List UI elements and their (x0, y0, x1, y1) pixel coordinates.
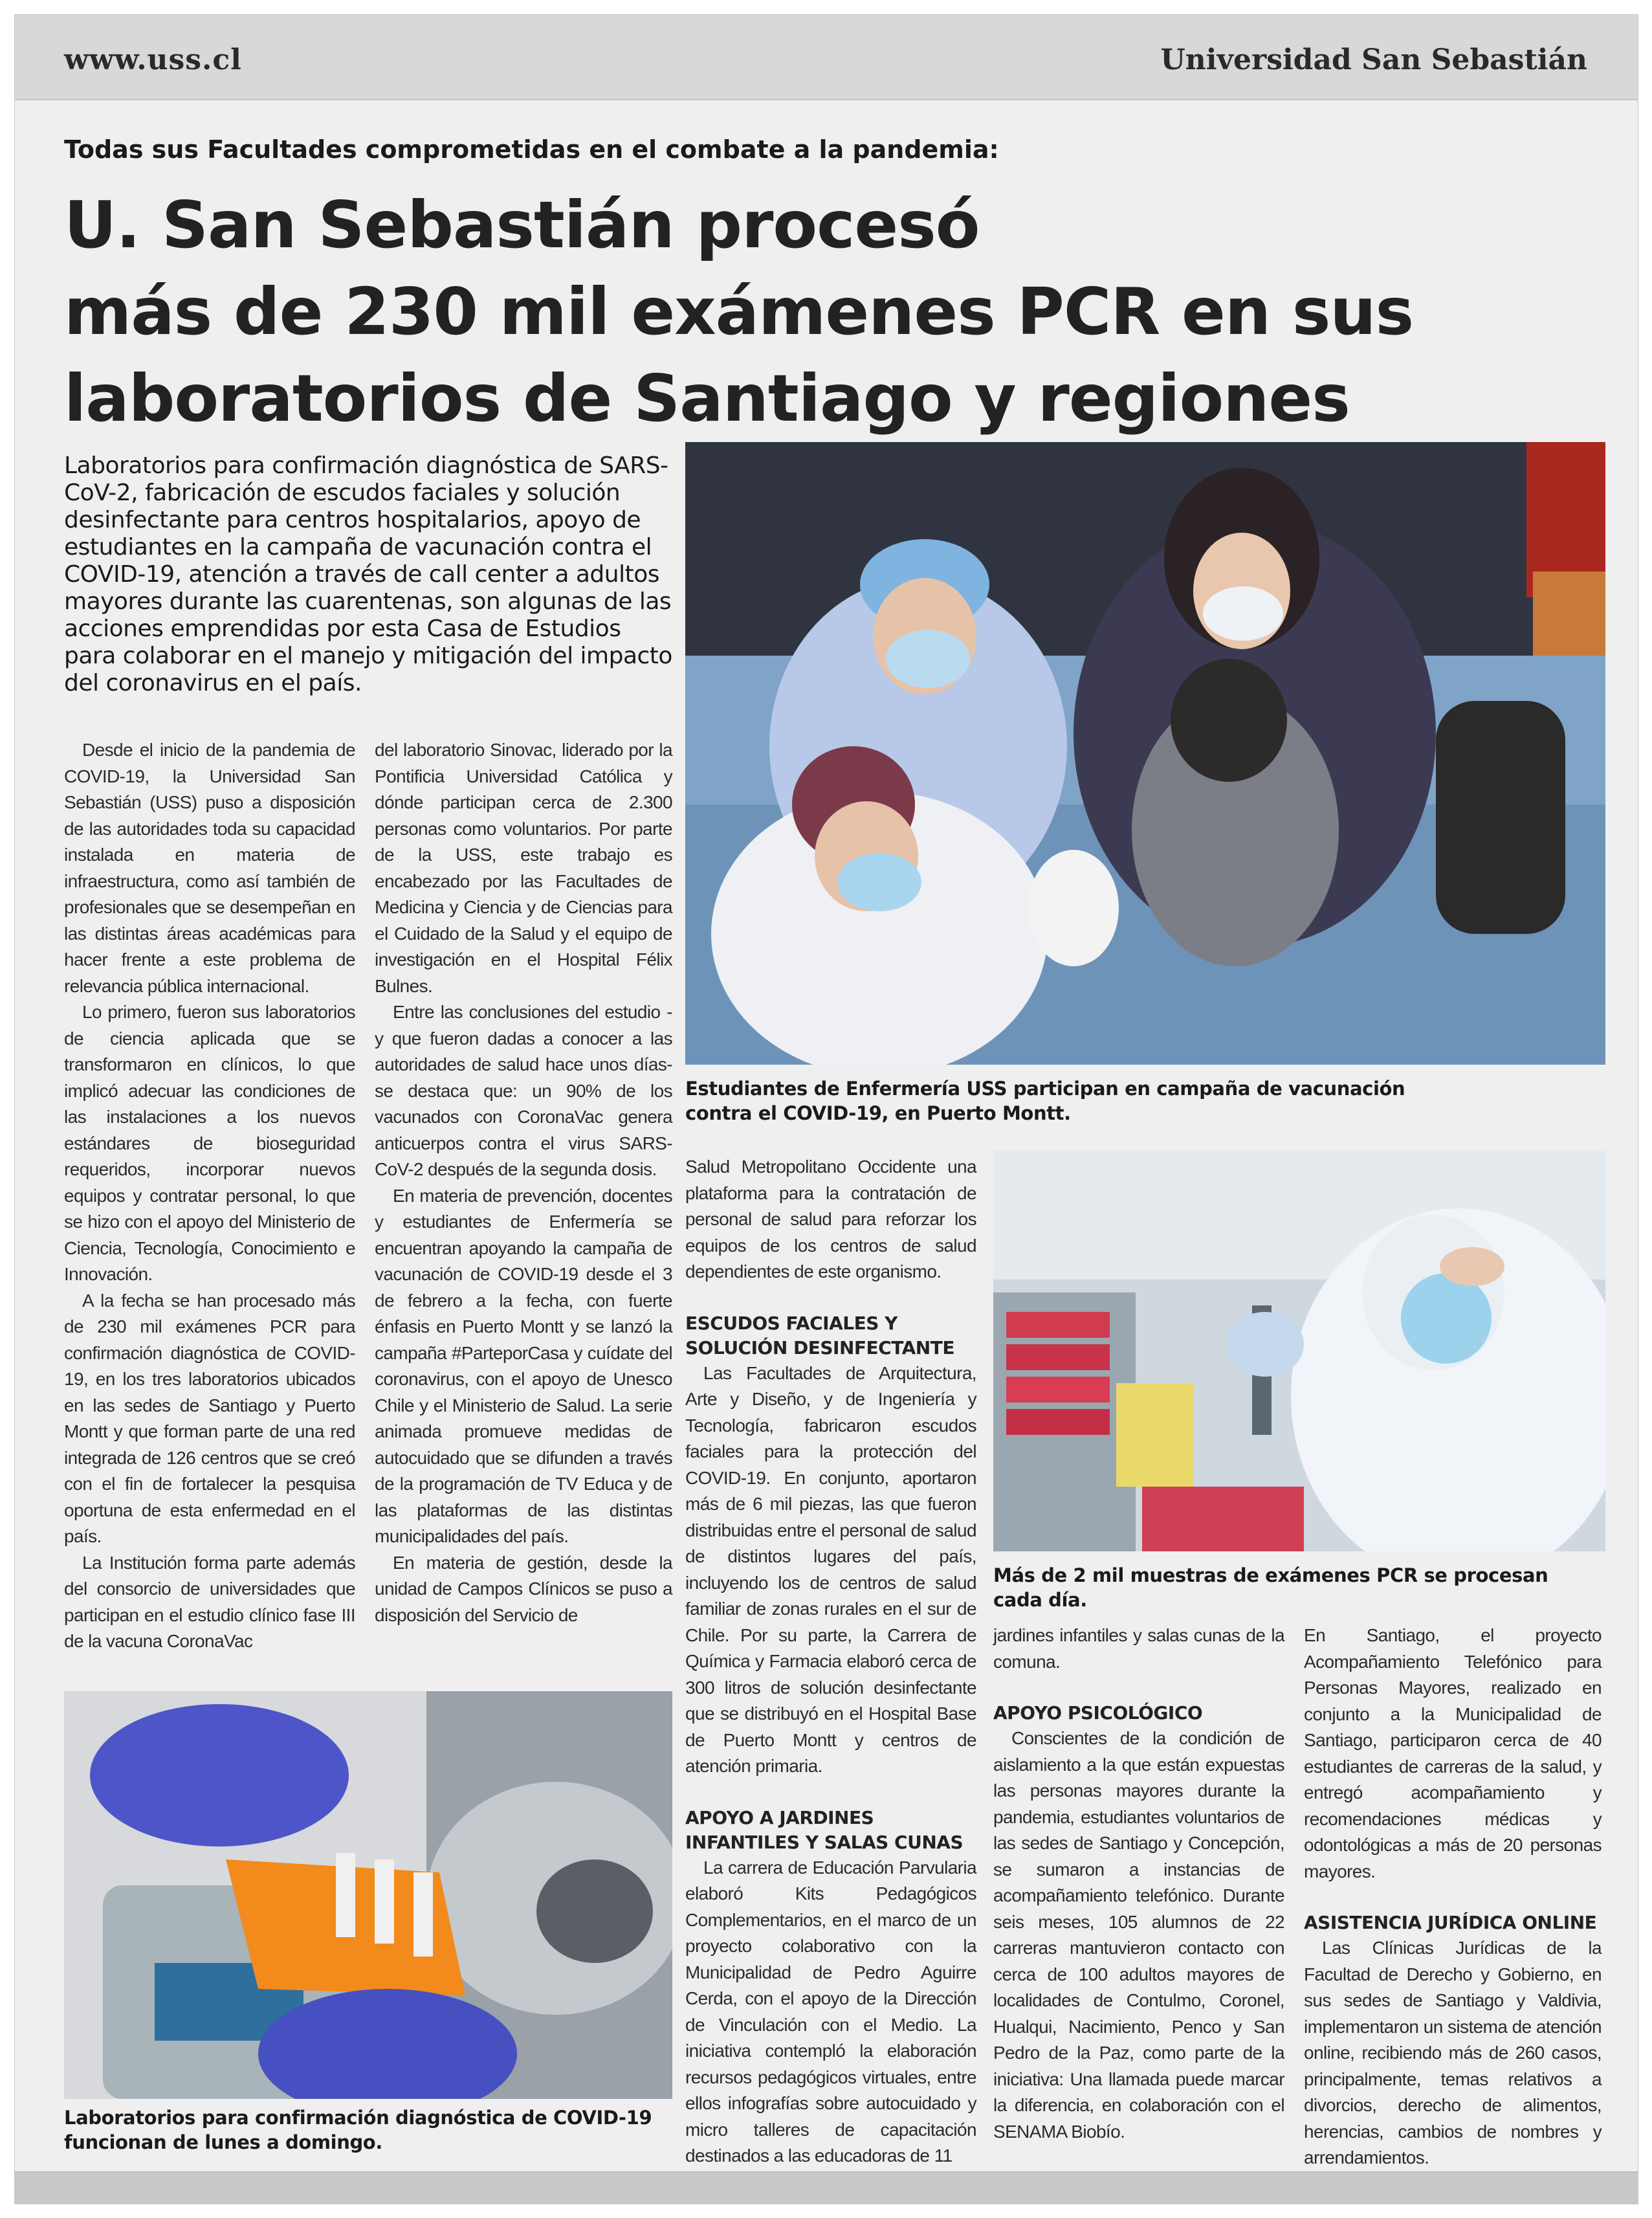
header-brand: Universidad San Sebastián (1160, 43, 1587, 76)
headline-line: U. San Sebastián procesó (64, 187, 980, 263)
page-header (15, 15, 1638, 100)
paragraph: En materia de prevención, docentes y estudiantes de Enfermería se encuentran apoyando la campaña de vacunación de COVID-19 desde el 3 de febrero a la fecha, con fuerte énfasis en Puerto Montt y se lanzó la campaña #ParteporCasa y cuídate del coronavirus, con el apoyo de Unesco Chile y el Ministerio de Salud. La serie animada promueve medidas de autocuidado que se difunden a través de la programación de TV Educa y de las plataformas de las distintas municipalidades del país. (375, 1185, 672, 1546)
pcr-photo (993, 1150, 1605, 1551)
paragraph: Salud Metropolitano Occidente una plataforma para la contratación de personal de salud para reforzar los equipos de los centros de salud dependientes de este organismo. (685, 1157, 976, 1281)
header-url: www.uss.cl (64, 43, 242, 76)
paragraph: del laboratorio Sinovac, liderado por la Pontificia Universidad Católica y dónde participan cerca de 2.300 personas como voluntarios. Por parte de la USS, este trabajo es encabezado por las Facultades de Medicina y Ciencia y de Ciencias para el Cuidado de la Salud y el equipo de investigación en el Hospital Félix Bulnes. (375, 740, 672, 996)
lab-photo (64, 1691, 672, 2099)
paragraph: jardines infantiles y salas cunas de la comuna. (993, 1625, 1284, 1672)
text-column-1 (64, 737, 355, 1655)
vaccination-caption: Estudiantes de Enfermería USS participan en campaña de vacunación contra el COVID-19, en Puerto Montt. (685, 1078, 1405, 1124)
section-heading-juridica: ASISTENCIA JURÍDICA ONLINE (1304, 1912, 1597, 1933)
text-column-4 (993, 1623, 1284, 2145)
paragraph: Las Facultades de Arquitectura, Arte y Diseño, y de Ingeniería y Tecnología, fabricaron escudos faciales para la protección del COVID-19. En conjunto, aportaron más de 6 mil piezas, las que fueron distribuidas entre el personal de salud de distintos lugares del país, incluyendo los de centros de salud familiar de zonas rurales en el sur de Chile. Por su parte, la Carrera de Química y Farmacia elaboró cerca de 300 litros de solución desinfectante que se distribuyó en el Hospital Base de Puerto Montt y centros de atención primaria. (685, 1362, 976, 1776)
text-column-2 (375, 737, 672, 1628)
page-footer-bar (15, 2171, 1638, 2204)
section-heading-psicologico: APOYO PSICOLÓGICO (993, 1702, 1203, 1724)
paragraph: En Santiago, el proyecto Acompañamiento Telefónico para Personas Mayores, realizado en conjunto a la Municipalidad de Santiago, participaron cerca de 40 estudiantes de carreras de la salud, y entregó acompañamiento y recomendaciones médicas y odontológicas a más de 20 personas mayores. (1304, 1625, 1602, 1881)
paragraph: Lo primero, fueron sus laboratorios de ciencia aplicada que se transformaron en clínicos, lo que implicó adecuar las condiciones de las instalaciones a los nuevos estándares de bioseguridad requeridos, incorporar nuevos equipos y contratar personal, lo que se hizo con el apoyo del Ministerio de Ciencia, Tecnología, Conocimiento e Innovación. (64, 1002, 355, 1284)
article-kicker: Todas sus Facultades comprometidas en el combate a la pandemia: (64, 135, 999, 164)
paragraph: A la fecha se han procesado más de 230 mil exámenes PCR para confirmación diagnóstica de COVID-19, en los tres laboratorios ubicados en las sedes de Santiago y Puerto Montt y que forman parte de una red integrada de 126 centros que se creó con el fin de fortalecer la pesquisa oportuna de esta enfermedad en el país. (64, 1290, 355, 1546)
text-column-3 (685, 1154, 976, 2169)
article-headline (64, 182, 1617, 442)
paragraph: En materia de gestión, desde la unidad de Campos Clínicos se puso a disposición del Servicio de (375, 1552, 672, 1625)
paragraph: La Institución forma parte además del consorcio de universidades que participan en el estudio clínico fase III de la vacuna CoronaVac (64, 1552, 355, 1651)
headline-line: laboratorios de Santiago y regiones (64, 360, 1350, 436)
paragraph: Entre las conclusiones del estudio -y que fueron dadas a conocer a las autoridades de salud hace unos días- se destaca que: un 90% de los vacunados con CoronaVac genera anticuerpos contra el virus SARS-CoV-2 después de la segunda dosis. (375, 1002, 672, 1179)
paragraph: La carrera de Educación Parvularia elaboró Kits Pedagógicos Complementarios, en el marco de un proyecto colaborativo con la Municipalidad de Pedro Aguirre Cerda, con el apoyo de la Dirección de Vinculación con el Medio. La iniciativa contempló la elaboración recursos pedagógicos virtuales, entre ellos infografías sobre autocuidado y micro talleres de capacitación destinados a las educadoras de 11 (685, 1857, 976, 2166)
paragraph: Conscientes de la condición de aislamiento a la que están expuestas las personas mayores durante la pandemia, estudiantes voluntarios de las sedes de Santiago y Concepción, se sumaron a instancias de acompañamiento telefónico. Durante seis meses, 105 alumnos de 22 carreras mantuvieron contacto con cerca de 100 adultos mayores de localidades de Contulmo, Coronel, Hualqui, Nacimiento, Penco y San Pedro de la Paz, como parte de la iniciativa: Una llamada puede marcar la diferencia, en colaboración con el SENAMA Biobío. (993, 1728, 1284, 2142)
article-lead: Laboratorios para confirmación diagnóstica de SARS-CoV-2, fabricación de escudos faciales y solución desinfectante para centros hospitalarios, apoyo de estudiantes en la campaña de vacunación contra el COVID-19, atención a través de call center a adultos mayores durante las cuarentenas, son algunas de las acciones emprendidas por esta Casa de Estudios para colaborar en el manejo y mitigación del impacto del coronavirus en el país. (64, 452, 672, 696)
newspaper-page (14, 14, 1638, 2204)
paragraph: Las Clínicas Jurídicas de la Facultad de Derecho y Gobierno, en sus sedes de Santiago y Valdivia, implementaron un sistema de atención online, recibiendo más de 260 casos, principalmente, temas relativos a divorcios, derecho de alimentos, herencias, cambios de nombres y arrendamientos. (1304, 1938, 1602, 2168)
pcr-caption: Más de 2 mil muestras de exámenes PCR se procesan cada día. (993, 1564, 1548, 1611)
section-heading-escudos: ESCUDOS FACIALES Y SOLUCIÓN DESINFECTANTE (685, 1312, 954, 1359)
paragraph: Desde el inicio de la pandemia de COVID-19, la Universidad San Sebastián (USS) puso a disposición de las autoridades toda su capacidad instalada en materia de infraestructura, como así también de profesionales que se desempeñan en las distintas áreas académicas para hacer frente a este problema de relevancia pública internacional. (64, 740, 355, 996)
headline-line: más de 230 mil exámenes PCR en sus (64, 274, 1414, 349)
text-column-5 (1304, 1623, 1602, 2171)
section-heading-jardines: APOYO A JARDINES INFANTILES Y SALAS CUNAS (685, 1806, 964, 1853)
vaccination-photo (685, 442, 1605, 1065)
lab-caption: Laboratorios para confirmación diagnóstica de COVID-19 funcionan de lunes a domingo. (64, 2107, 652, 2153)
